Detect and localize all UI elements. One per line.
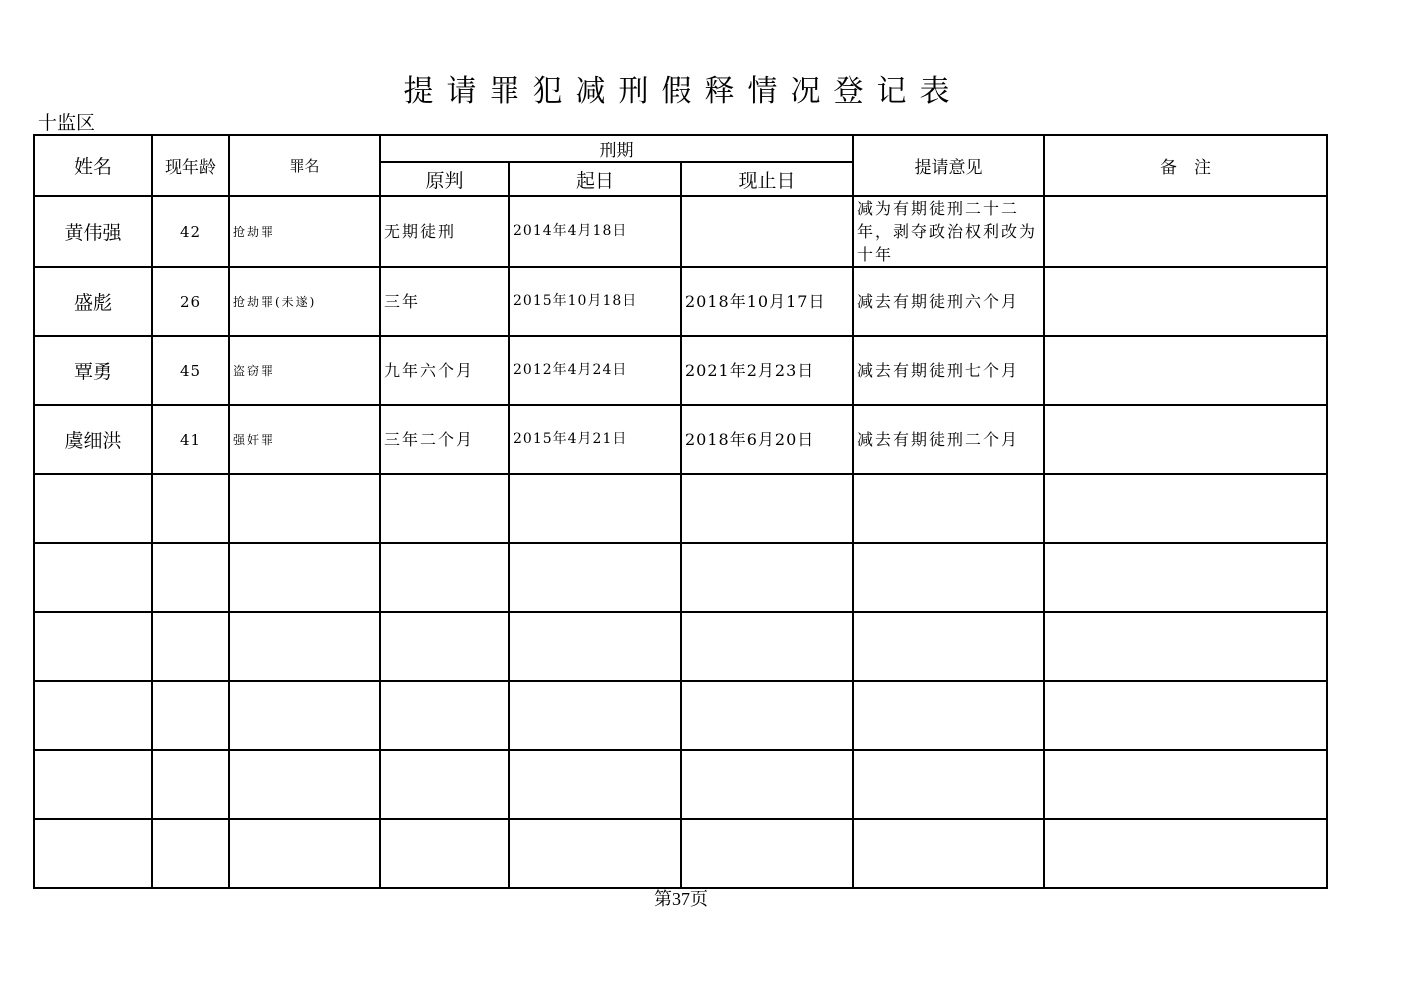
table-row [34,612,1327,681]
page-title: 提请罪犯减刑假释情况登记表 [403,74,963,109]
cell-remarks [1044,819,1327,888]
cell-name [34,819,152,888]
table-row [34,681,1327,750]
cell-original: 无期徒刑 [380,196,509,267]
table-row [34,267,1327,336]
cell-opinion [853,474,1044,543]
cell-original [380,681,509,750]
cell-age: 41 [152,405,229,474]
cell-age [152,612,229,681]
cell-crime: 抢劫罪(未遂) [229,267,380,336]
cell-opinion [853,819,1044,888]
cell-crime [229,543,380,612]
cell-start: 2015年4月21日 [509,405,681,474]
cell-name [34,543,152,612]
page-number: 第37页 [654,889,708,909]
cell-remarks [1044,543,1327,612]
cell-age [152,819,229,888]
cell-start: 2014年4月18日 [509,196,681,267]
cell-end [681,612,853,681]
table-row [34,750,1327,819]
table-row [34,196,1327,267]
cell-original [380,612,509,681]
cell-original [380,543,509,612]
table-row [34,336,1327,405]
cell-opinion [853,543,1044,612]
cell-end: 2021年2月23日 [681,336,853,405]
cell-opinion: 减去有期徒刑二个月 [853,405,1044,474]
cell-start [509,681,681,750]
cell-crime [229,819,380,888]
cell-remarks [1044,336,1327,405]
header-start: 起日 [509,162,681,196]
unit-label: 十监区 [38,113,96,134]
cell-end [681,196,853,267]
cell-opinion: 减去有期徒刑七个月 [853,336,1044,405]
table-row [34,474,1327,543]
cell-end [681,474,853,543]
header-end: 现止日 [681,162,853,196]
cell-name: 虞细洪 [34,405,152,474]
cell-start [509,819,681,888]
cell-age: 26 [152,267,229,336]
cell-original [380,474,509,543]
table-row [34,543,1327,612]
table-body [34,196,1327,888]
cell-crime: 抢劫罪 [229,196,380,267]
cell-crime [229,750,380,819]
cell-original: 三年 [380,267,509,336]
cell-name: 盛彪 [34,267,152,336]
cell-start: 2015年10月18日 [509,267,681,336]
register-table [33,134,1328,889]
cell-age [152,474,229,543]
cell-name [34,474,152,543]
cell-start: 2012年4月24日 [509,336,681,405]
cell-opinion: 减去有期徒刑六个月 [853,267,1044,336]
cell-start [509,750,681,819]
header-sentence-group: 刑期 [380,135,853,162]
cell-crime [229,681,380,750]
header-age: 现年龄 [152,135,229,196]
cell-age [152,543,229,612]
cell-opinion [853,750,1044,819]
cell-remarks [1044,750,1327,819]
cell-opinion [853,681,1044,750]
cell-remarks [1044,474,1327,543]
header-original: 原判 [380,162,509,196]
cell-end [681,750,853,819]
header-crime: 罪名 [229,135,380,196]
cell-original [380,750,509,819]
cell-name [34,612,152,681]
cell-remarks [1044,612,1327,681]
cell-start [509,543,681,612]
cell-end [681,681,853,750]
cell-start [509,474,681,543]
table-row [34,405,1327,474]
cell-name: 覃勇 [34,336,152,405]
cell-age [152,681,229,750]
cell-opinion [853,612,1044,681]
cell-original: 三年二个月 [380,405,509,474]
cell-crime [229,474,380,543]
cell-remarks [1044,681,1327,750]
cell-crime: 盗窃罪 [229,336,380,405]
header-opinion: 提请意见 [853,135,1044,196]
cell-age: 42 [152,196,229,267]
table-row [34,819,1327,888]
cell-remarks [1044,405,1327,474]
cell-name [34,681,152,750]
cell-opinion: 减为有期徒刑二十二年，剥夺政治权利改为十年 [853,196,1044,267]
cell-remarks [1044,196,1327,267]
cell-crime: 强奸罪 [229,405,380,474]
cell-end [681,543,853,612]
cell-original: 九年六个月 [380,336,509,405]
cell-original [380,819,509,888]
cell-end: 2018年10月17日 [681,267,853,336]
header-name: 姓名 [34,135,152,196]
cell-end [681,819,853,888]
cell-name: 黄伟强 [34,196,152,267]
cell-remarks [1044,267,1327,336]
cell-start [509,612,681,681]
cell-age [152,750,229,819]
cell-crime [229,612,380,681]
cell-end: 2018年6月20日 [681,405,853,474]
cell-name [34,750,152,819]
table-header [34,135,1327,196]
cell-age: 45 [152,336,229,405]
header-remarks: 备 注 [1044,135,1327,196]
